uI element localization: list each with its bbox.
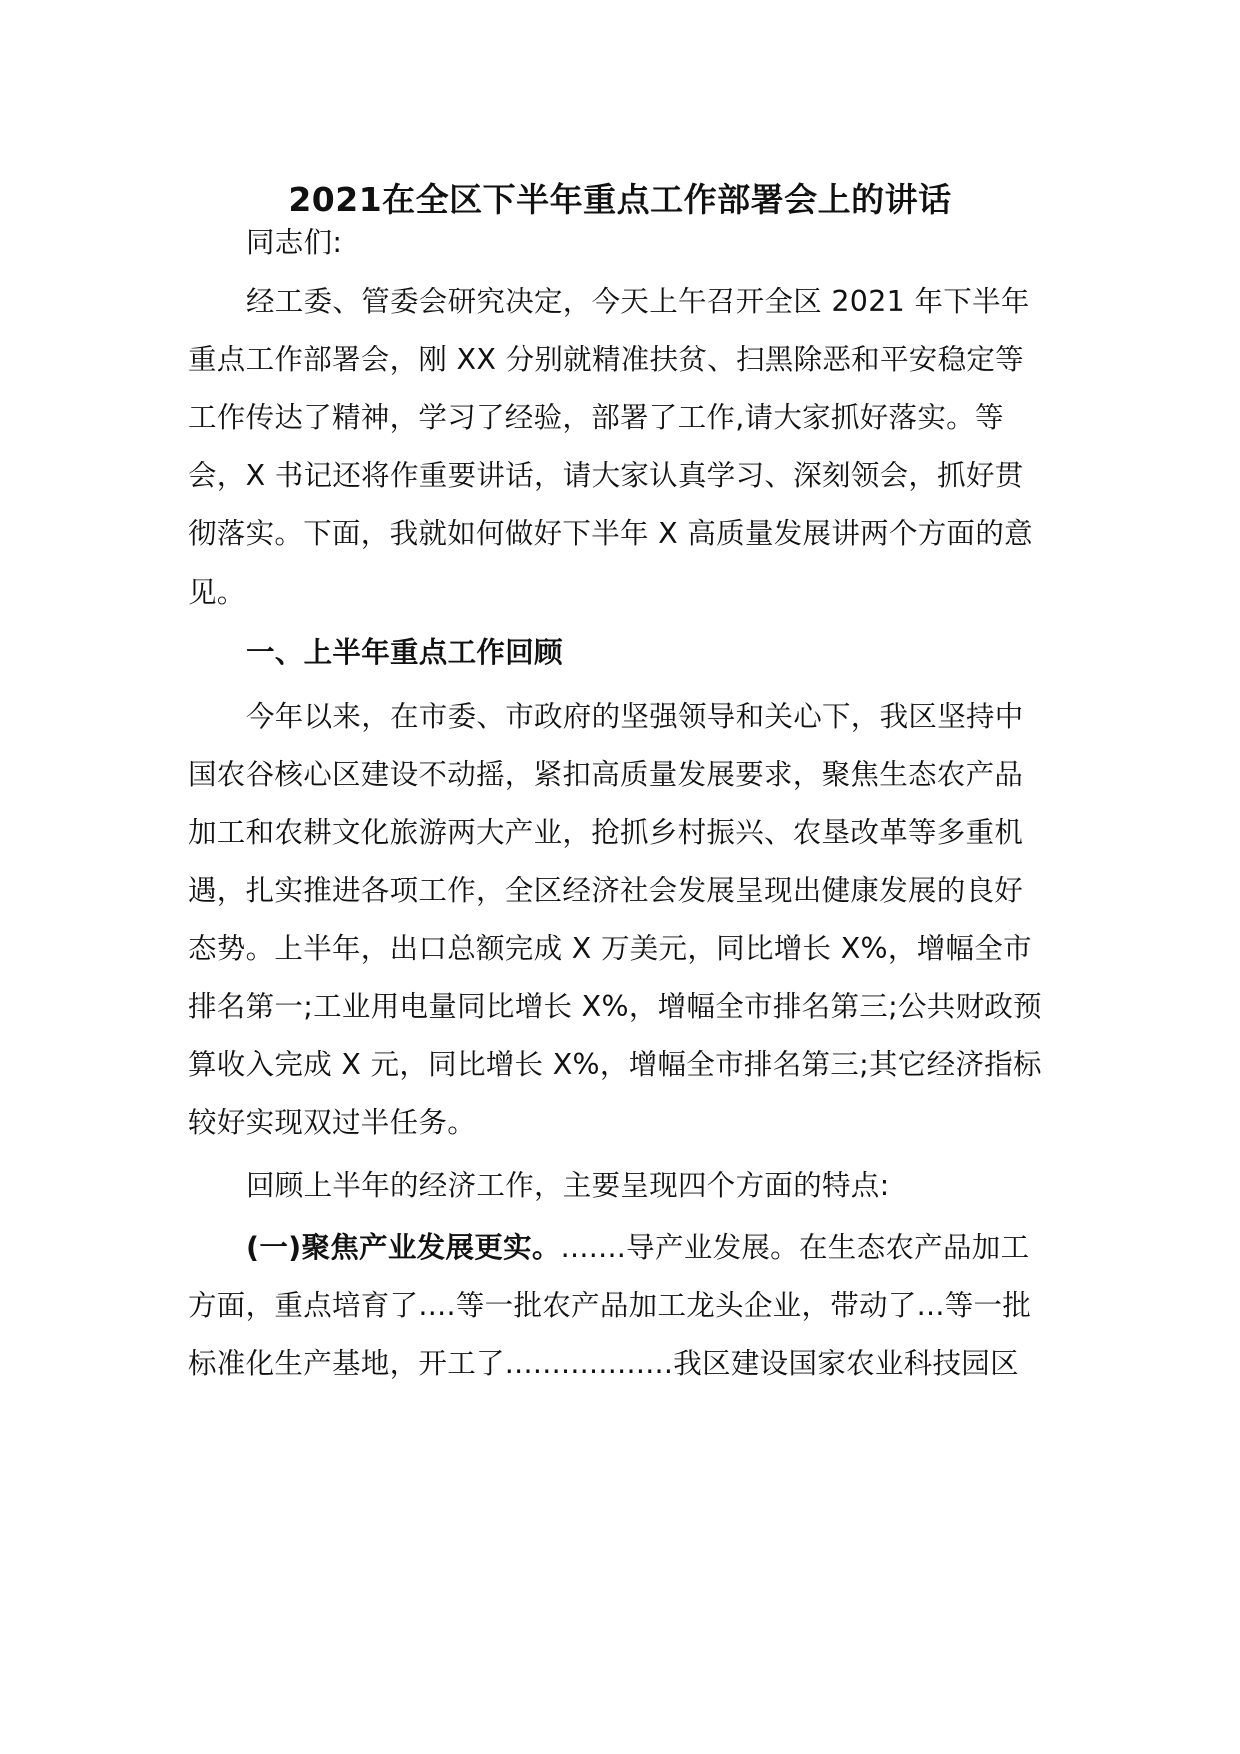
paragraph-1-line-3: 工作传达了精神，学习了经验，部署了工作,请大家抓好落实。等 <box>188 401 1004 434</box>
paragraph-2-line-4: 遇，扎实推进各项工作，全区经济社会发展呈现出健康发展的良好 <box>188 874 1024 907</box>
paragraph-2-line-8: 较好实现双过半任务。 <box>188 1106 477 1139</box>
paragraph-2-line-5: 态势。上半年，出口总额完成 X 万美元，同比增长 X%，增幅全市 <box>188 932 1032 965</box>
subsection-1-line-2: 方面，重点培育了....等一批农产品加工龙头企业，带动了...等一批 <box>188 1289 1032 1322</box>
subsection-1-first-line-text: .......导产业发展。在生态农产品加工 <box>560 1231 1030 1264</box>
paragraph-1-line-6: 见。 <box>188 576 246 609</box>
paragraph-2-line-6: 排名第一;工业用电量同比增长 X%，增幅全市排名第三;公共财政预 <box>188 990 1042 1023</box>
subsection-1-heading: (一)聚焦产业发展更实。 <box>246 1231 561 1264</box>
document-title: 2021在全区下半年重点工作部署会上的讲话 <box>288 180 952 219</box>
paragraph-1-line-4: 会，X 书记还将作重要讲话，请大家认真学习、深刻领会，抓好贯 <box>188 459 1024 492</box>
paragraph-3: 回顾上半年的经济工作，主要呈现四个方面的特点: <box>246 1169 890 1202</box>
section-1-heading: 一、上半年重点工作回顾 <box>246 636 563 669</box>
paragraph-1-line-1: 经工委、管委会研究决定，今天上午召开全区 2021 年下半年 <box>246 285 1030 318</box>
salutation: 同志们: <box>246 226 343 259</box>
paragraph-2-line-2: 国农谷核心区建设不动摇，紧扣高质量发展要求，聚焦生态农产品 <box>188 758 1024 791</box>
paragraph-1-line-5: 彻落实。下面，我就如何做好下半年 X 高质量发展讲两个方面的意 <box>188 517 1033 550</box>
subsection-1-line-3: 标准化生产基地，开工了..................我区建设国家农业科技园区 <box>188 1347 1019 1380</box>
paragraph-2-line-1: 今年以来，在市委、市政府的坚强领导和关心下，我区坚持中 <box>246 700 1024 733</box>
paragraph-1-line-2: 重点工作部署会，刚 XX 分别就精准扶贫、扫黑除恶和平安稳定等 <box>188 343 1024 376</box>
subsection-1-line-1 <box>246 1228 1029 1268</box>
paragraph-2-line-7: 算收入完成 X 元，同比增长 X%，增幅全市排名第三;其它经济指标 <box>188 1048 1042 1081</box>
paragraph-2-line-3: 加工和农耕文化旅游两大产业，抢抓乡村振兴、农垦改革等多重机 <box>188 816 1024 849</box>
